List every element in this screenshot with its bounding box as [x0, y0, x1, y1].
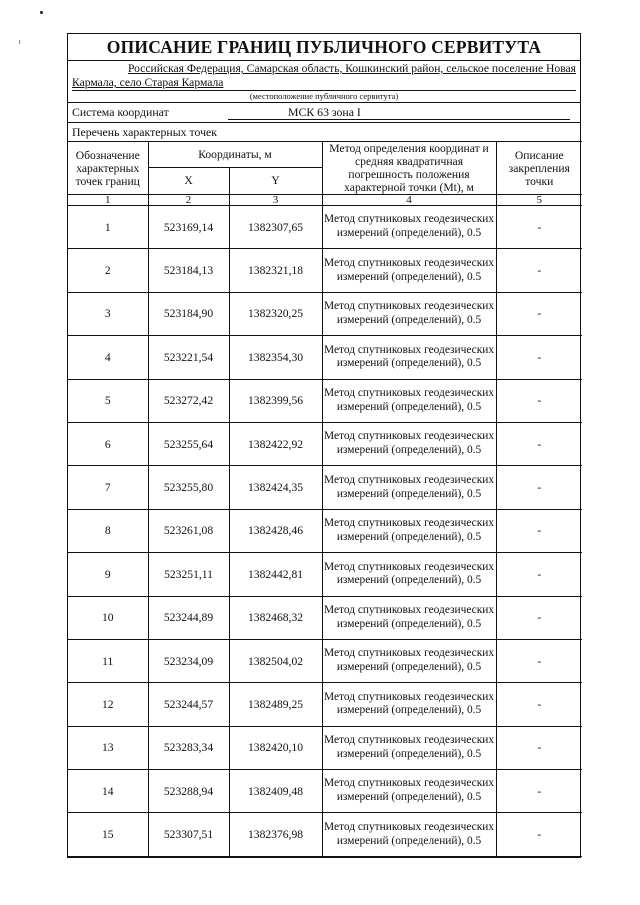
- table-row: [68, 770, 582, 813]
- method-cell: Метод спутниковых геодезических измерений (определений), 0.5: [322, 292, 496, 335]
- table-row: [68, 422, 582, 465]
- description-cell: -: [496, 596, 582, 639]
- table-row: [68, 336, 582, 379]
- point-number: 15: [68, 813, 148, 856]
- method-cell: Метод спутниковых геодезических измерений (определений), 0.5: [322, 466, 496, 509]
- table-row: [68, 553, 582, 596]
- description-cell: -: [496, 726, 582, 769]
- method-cell: Метод спутниковых геодезических измерений (определений), 0.5: [322, 206, 496, 249]
- coord-y: 1382489,25: [229, 683, 322, 726]
- point-number: 13: [68, 726, 148, 769]
- column-number: 4: [322, 195, 496, 206]
- method-cell: Метод спутниковых геодезических измерений (определений), 0.5: [322, 422, 496, 465]
- coord-x: 523234,09: [148, 639, 229, 682]
- header-y: Y: [229, 167, 322, 194]
- points-table: [68, 141, 582, 857]
- coord-x: 523244,57: [148, 683, 229, 726]
- table-row: [68, 509, 582, 552]
- table-row: [68, 379, 582, 422]
- document-frame: [67, 33, 581, 858]
- method-cell: Метод спутниковых геодезических измерений (определений), 0.5: [322, 509, 496, 552]
- table-row: [68, 206, 582, 249]
- header-x: X: [148, 167, 229, 194]
- table-row: [68, 292, 582, 335]
- point-number: 14: [68, 770, 148, 813]
- scan-dot: [40, 11, 43, 14]
- coord-x: 523272,42: [148, 379, 229, 422]
- point-number: 4: [68, 336, 148, 379]
- description-cell: -: [496, 466, 582, 509]
- coord-y: 1382422,92: [229, 422, 322, 465]
- table-row: [68, 466, 582, 509]
- description-cell: -: [496, 206, 582, 249]
- coord-y: 1382468,32: [229, 596, 322, 639]
- page-title: ОПИСАНИЕ ГРАНИЦ ПУБЛИЧНОГО СЕРВИТУТА: [68, 34, 580, 61]
- point-number: 1: [68, 206, 148, 249]
- coord-y: 1382307,65: [229, 206, 322, 249]
- table-row: [68, 683, 582, 726]
- location-block: [68, 61, 580, 90]
- point-number: 5: [68, 379, 148, 422]
- description-cell: -: [496, 683, 582, 726]
- point-number: 9: [68, 553, 148, 596]
- description-cell: -: [496, 639, 582, 682]
- method-cell: Метод спутниковых геодезических измерений (определений), 0.5: [322, 596, 496, 639]
- method-cell: Метод спутниковых геодезических измерений (определений), 0.5: [322, 639, 496, 682]
- table-row: [68, 596, 582, 639]
- coord-x: 523184,13: [148, 249, 229, 292]
- coord-x: 523255,64: [148, 422, 229, 465]
- description-cell: -: [496, 553, 582, 596]
- point-number: 6: [68, 422, 148, 465]
- description-cell: -: [496, 379, 582, 422]
- method-cell: Метод спутниковых геодезических измерений (определений), 0.5: [322, 726, 496, 769]
- header-description: Описание закрепления точки: [496, 142, 582, 195]
- point-number: 12: [68, 683, 148, 726]
- point-number: 10: [68, 596, 148, 639]
- method-cell: Метод спутниковых геодезических измерений (определений), 0.5: [322, 249, 496, 292]
- point-number: 3: [68, 292, 148, 335]
- coord-y: 1382320,25: [229, 292, 322, 335]
- coord-y: 1382354,30: [229, 336, 322, 379]
- coord-x: 523255,80: [148, 466, 229, 509]
- table-header-row: [68, 142, 582, 168]
- coord-y: 1382504,02: [229, 639, 322, 682]
- coord-system-row: [68, 102, 580, 122]
- coord-system-label: Система координат: [72, 105, 169, 119]
- point-number: 11: [68, 639, 148, 682]
- column-number: 1: [68, 195, 148, 206]
- description-cell: -: [496, 422, 582, 465]
- coord-y: 1382442,81: [229, 553, 322, 596]
- coord-y: 1382428,46: [229, 509, 322, 552]
- location-line-1: Российская Федерация, Самарская область, Кошкинский район, сельское поселение Новая: [127, 62, 576, 75]
- coord-y: 1382420,10: [229, 726, 322, 769]
- coord-system-value: МСК 63 зона I: [228, 103, 570, 120]
- coord-x: 523184,90: [148, 292, 229, 335]
- table-row: [68, 813, 582, 856]
- points-list-label: Перечень характерных точек: [68, 122, 580, 141]
- header-designation: Обозначение характерных точек границ: [68, 142, 148, 195]
- coord-x: 523288,94: [148, 770, 229, 813]
- point-number: 2: [68, 249, 148, 292]
- location-caption: (местоположение публичного сервитута): [72, 90, 576, 102]
- column-number-row: [68, 195, 582, 206]
- method-cell: Метод спутниковых геодезических измерений (определений), 0.5: [322, 336, 496, 379]
- coord-x: 523261,08: [148, 509, 229, 552]
- description-cell: -: [496, 813, 582, 856]
- coord-y: 1382424,35: [229, 466, 322, 509]
- point-number: 8: [68, 509, 148, 552]
- description-cell: -: [496, 249, 582, 292]
- column-number: 5: [496, 195, 582, 206]
- description-cell: -: [496, 509, 582, 552]
- method-cell: Метод спутниковых геодезических измерений (определений), 0.5: [322, 553, 496, 596]
- table-row: [68, 726, 582, 769]
- column-number: 3: [229, 195, 322, 206]
- table-row: [68, 249, 582, 292]
- coord-y: 1382399,56: [229, 379, 322, 422]
- header-method: Метод определения координат и средняя квадратичная погрешность положения характерной точки (Мt), м: [322, 142, 496, 195]
- description-cell: -: [496, 336, 582, 379]
- coord-x: 523283,34: [148, 726, 229, 769]
- coord-x: 523244,89: [148, 596, 229, 639]
- table-row: [68, 639, 582, 682]
- coord-y: 1382409,48: [229, 770, 322, 813]
- description-cell: -: [496, 770, 582, 813]
- header-coordinates: Координаты, м: [148, 142, 322, 168]
- method-cell: Метод спутниковых геодезических измерений (определений), 0.5: [322, 813, 496, 856]
- coord-y: 1382321,18: [229, 249, 322, 292]
- method-cell: Метод спутниковых геодезических измерений (определений), 0.5: [322, 379, 496, 422]
- coord-x: 523221,54: [148, 336, 229, 379]
- coord-x: 523251,11: [148, 553, 229, 596]
- coord-y: 1382376,98: [229, 813, 322, 856]
- description-cell: -: [496, 292, 582, 335]
- method-cell: Метод спутниковых геодезических измерений (определений), 0.5: [322, 770, 496, 813]
- method-cell: Метод спутниковых геодезических измерений (определений), 0.5: [322, 683, 496, 726]
- coord-x: 523169,14: [148, 206, 229, 249]
- column-number: 2: [148, 195, 229, 206]
- location-line-2: Кармала, село Старая Кармала: [72, 76, 224, 89]
- coord-x: 523307,51: [148, 813, 229, 856]
- point-number: 7: [68, 466, 148, 509]
- scan-mark: [19, 40, 20, 44]
